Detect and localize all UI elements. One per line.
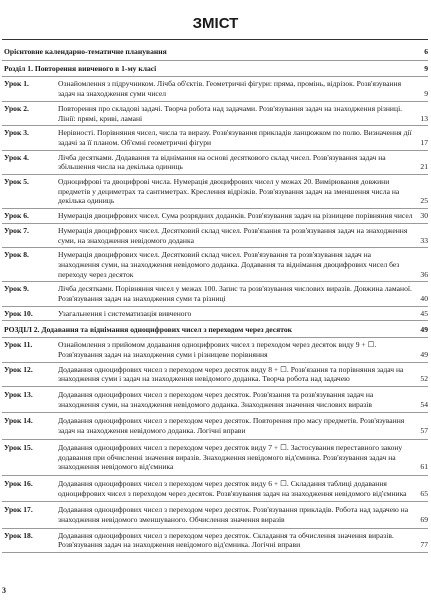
entry-title: Додавання одноцифрових чисел з переходом через десяток. Повторення про масу предметів. Розв'язування задач на знаходження невідомого доданка. Логічні вправи [58,416,405,436]
entry-page-number: 9 [424,63,428,73]
entry-page-number: 54 [420,399,428,409]
entry-page-number: 30 [420,211,428,221]
toc-row-lesson [2,151,428,175]
lesson-number: Урок 1. [4,79,29,89]
toc-row-lesson [2,387,428,413]
toc-row-lesson [2,440,428,476]
toc-row-lesson [2,307,428,322]
entry-title: Додавання одноцифрових чисел з переходом через десяток. Розв'язування прикладів. Робота над задачею на знаходження невідомого зменшуваного. Обчислення значення виразів [58,505,409,525]
toc-row-lesson [2,126,428,150]
lesson-number: Урок 3. [4,128,29,138]
entry-page-number: 77 [420,540,428,550]
toc-row-lesson [2,248,428,282]
entry-title: Додавання одноцифрових чисел з переходом через десяток. Розв'язання та розв'язування задач на знаходження суми, на знаходження невідомого доданка. Знаходження значення числових виразів [58,389,374,409]
lesson-number: Урок 14. [4,416,33,426]
lesson-number: Урок 11. [4,340,33,350]
lesson-number: Урок 13. [4,389,33,399]
toc-row-lesson [2,502,428,528]
entry-page-number: 57 [420,426,428,436]
entry-page-number: 49 [420,325,428,335]
lesson-number: Урок 4. [4,152,29,162]
entry-page-number: 17 [420,137,428,147]
entry-page-number: 45 [420,308,428,318]
entry-title: Ознайомлення з підручником. Лічба об'єктів. Геометричні фігури: пряма, промінь, відрізок. Розв'язування задач на знаходження суми чисел [58,79,402,99]
entry-page-number: 21 [420,162,428,172]
entry-page-number: 65 [420,488,428,498]
entry-title: Лічба десятками. Порівняння чисел у межах 100. Запис та розв'язування числових виразів. Довжина ламаної. Розв'язування задач на знаходження суми та різниці [58,284,412,304]
lesson-number: Урок 5. [4,177,29,187]
entry-title: Додавання одноцифрових чисел з переходом через десяток. Складання та обчислення значення виразів. Розв'язування задач на знаходження невідомого від'ємника. Логічні вправи [58,530,394,550]
entry-title: Лічба десятками. Додавання та віднімання на основі десяткового склад чисел. Розв'язування задач на збільшення числа на декілька одиниць [58,152,386,172]
lesson-number: Урок 8. [4,250,29,260]
lesson-number: Урок 2. [4,103,29,113]
page-number: 3 [2,586,6,595]
entry-title: Ознайомлення з прийомом додавання одноцифрових чисел з переходом через десяток виду 9 + ☐. Розв'язування задач на знаходження суми і різницеве порівняння [58,340,377,359]
entry-title: Нерівності. Порівняння чисел, числа та виразу. Розв'язування прикладів ланцюжком по полю. Визначення дії задачі за її планом. Об'ємні геометричні фігури [58,128,412,147]
entry-title: Нумерація двоцифрових чисел. Десятковий склад чисел. Розв'язування та розв'язування задач на знаходження суми, на знаходження невідомого доданка. Додавання та віднімання двоцифрових чисел без переходу через десяток [58,250,400,279]
entry-title: Додавання одноцифрових чисел з переходом через десяток виду 8 + ☐. Розв'язання та порівняння задач на знаходження суми і задач на знаходження невідомого доданка. Творча робота над задачею [58,364,404,384]
toc-row-lesson [2,529,428,553]
entry-title: Розділ 1. Повторення вивченого в 1-му класі [4,63,157,73]
entry-title: Орієнтовне календарно-тематичне планування [4,47,167,56]
lesson-number: Урок 18. [4,530,33,540]
entry-page-number: 69 [420,515,428,525]
lesson-number: Урок 12. [4,364,33,374]
toc-row-lesson [2,224,428,248]
entry-page-number: 36 [420,269,428,279]
lesson-number: Урок 15. [4,442,33,452]
table-of-contents [2,39,428,553]
entry-title: Одноцифрові та двоцифрові числа. Нумерація двоцифрових чисел у межах 20. Вимірювання довжини предметів у дециметрах та сантиметрах. Креслення відрізків. Розв'язування задач на зменшення числа на декілька одиниць [58,177,400,206]
toc-row-lesson [2,209,428,224]
entry-title: Повторення про складові задачі. Творча робота над задачами. Розв'язування задач на знаходження різниці. Лінії: прямі, криві, ламані [58,103,403,123]
lesson-number: Урок 16. [4,478,33,488]
toc-row-lesson [2,413,428,439]
lesson-number: Урок 7. [4,225,29,235]
toc-row-lesson [2,363,428,387]
lesson-number: Урок 6. [4,211,29,221]
entry-page-number: 52 [420,374,428,384]
entry-page-number: 33 [420,235,428,245]
toc-row-lesson [2,282,428,306]
toc-row-lesson [2,77,428,101]
entry-title: РОЗДІЛ 2. Додавання та віднімання одноцифрових чисел з переходом через десяток [4,325,293,335]
entry-title: Нумерація двоцифрових чисел. Десятковий склад чисел. Розв'язання та розв'язування задач на знаходження суми, на знаходження невідомого доданка [58,225,408,245]
toc-row-lesson [2,476,428,502]
page-title: ЗМІСТ [192,15,239,32]
entry-title: Узагальнення і систематизація вивченого [58,308,192,318]
entry-page-number: 49 [420,349,428,359]
entry-title: Додавання одноцифрових чисел з переходом через десяток виду 6 + ☐. Складання таблиці додавання одноцифрових чисел з переходом через десяток. Розв'язування задач на знаходження невідомого від'ємника [58,478,407,498]
entry-page-number: 6 [424,47,428,56]
entry-page-number: 61 [420,462,428,472]
entry-page-number: 13 [420,113,428,123]
entry-title: Додавання одноцифрових чисел з переходом через десяток виду 7 + ☐. Застосування переставного закону додавання при обчисленні значення виразів. Знаходження невідомого від'ємника. Розв'язування задач на знаходження невідомого від'ємника [58,442,403,472]
toc-row-lesson [2,102,428,126]
entry-title: Нумерація двоцифрових чисел. Сума розрядних доданків. Розв'язування задач на різницеве порівняння чисел [58,211,413,221]
toc-row-section [2,61,428,78]
entry-page-number: 25 [420,196,428,206]
lesson-number: Урок 10. [4,308,33,318]
entry-page-number: 9 [424,89,428,99]
toc-row-section [2,323,428,338]
entry-page-number: 40 [420,294,428,304]
toc-row-intro [2,44,428,61]
toc-row-lesson [2,175,428,209]
toc-row-lesson [2,338,428,362]
lesson-number: Урок 17. [4,505,33,515]
lesson-number: Урок 9. [4,284,29,294]
